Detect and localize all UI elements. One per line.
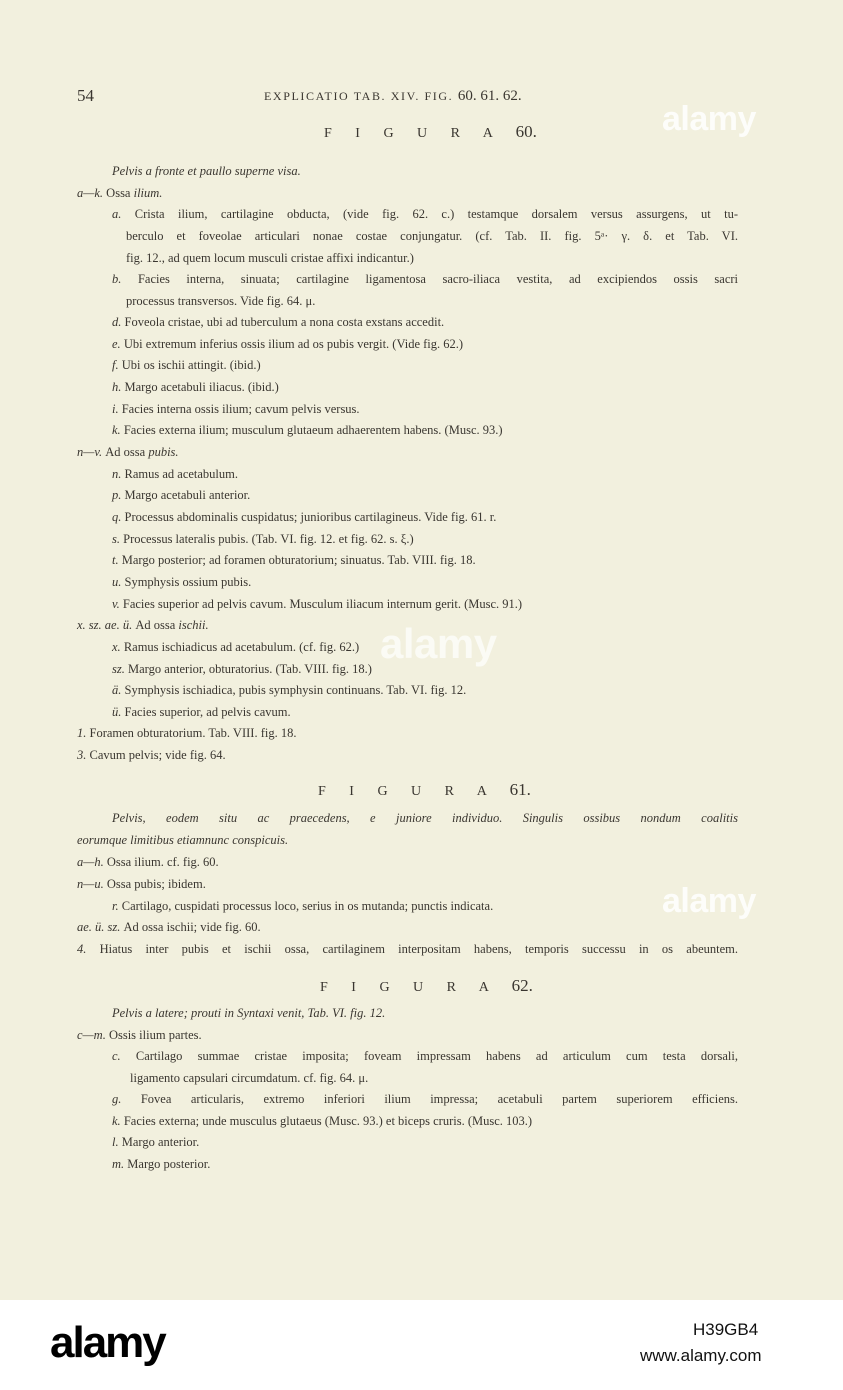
watermark-logo: alamy bbox=[380, 620, 497, 667]
legend-key: i. bbox=[112, 402, 122, 416]
legend-text: Ubi os ischii attingit. (ibid.) bbox=[121, 358, 261, 372]
legend-text: fig. 12., ad quem locum musculi cristae affixi indicantur.) bbox=[126, 251, 414, 265]
legend-text: Ossis ilium partes. bbox=[108, 1028, 202, 1042]
legend-text: Ad ossa ischii; vide fig. 60. bbox=[123, 920, 261, 934]
page-number: 54 bbox=[77, 86, 94, 105]
legend-text: Facies externa ilium; musculum glutaeum adhaerentem habens. (Musc. 93.) bbox=[123, 423, 503, 437]
watermark-logo: alamy bbox=[662, 882, 756, 920]
legend-line bbox=[112, 1114, 532, 1129]
legend-text: Processus lateralis pubis. (Tab. VI. fig. 12. et fig. 62. s. ξ.) bbox=[123, 532, 414, 546]
legend-key: q. bbox=[112, 510, 125, 524]
legend-text: Margo anterior. bbox=[121, 1135, 200, 1149]
legend-line bbox=[112, 1049, 738, 1064]
legend-text: Fovea articularis, extremo inferiori ilium impressa; acetabuli partem superiorem efficiens. bbox=[140, 1092, 738, 1106]
legend-key: p. bbox=[112, 488, 125, 502]
legend-line bbox=[112, 272, 738, 287]
fig61-caption-line2: eorumque limitibus etiamnunc conspicuis. bbox=[77, 833, 289, 847]
legend-line bbox=[112, 207, 738, 222]
legend-key: b. bbox=[112, 272, 138, 286]
legend-text: ligamento capsulari circumdatum. cf. fig. 64. μ. bbox=[130, 1071, 369, 1085]
legend-line bbox=[77, 748, 226, 763]
legend-text: Facies interna, sinuata; cartilagine ligamentosa sacro-iliaca vestita, ad excipiendos ossis sacri bbox=[137, 272, 739, 286]
legend-text: Facies superior ad pelvis cavum. Musculum iliacum internum gerit. (Musc. 91.) bbox=[122, 597, 523, 611]
legend-key: f. bbox=[112, 358, 122, 372]
legend-line bbox=[130, 1071, 368, 1086]
legend-line bbox=[112, 1092, 738, 1107]
legend-text: Ad ossa bbox=[105, 445, 149, 459]
legend-text: berculo et foveolae articulari nonae costae conjungatur. (cf. Tab. II. fig. 5ᵃ· γ. δ. et Tab. VI. bbox=[126, 229, 738, 243]
legend-key: k. bbox=[112, 423, 124, 437]
legend-line bbox=[126, 229, 738, 244]
legend-text: Facies externa; unde musculus glutaeus (Musc. 93.) et biceps cruris. (Musc. 103.) bbox=[123, 1114, 533, 1128]
legend-text: Ossa ilium. cf. fig. 60. bbox=[106, 855, 219, 869]
fig60-heading: F I G U R A 60. bbox=[324, 122, 537, 141]
legend-italic-term: pubis. bbox=[148, 445, 179, 459]
legend-key: a—h. bbox=[77, 855, 107, 869]
legend-key: l. bbox=[112, 1135, 122, 1149]
fig62-heading: F I G U R A 62. bbox=[320, 976, 533, 995]
legend-key: sz. bbox=[112, 662, 128, 676]
legend-italic-term: ilium. bbox=[133, 186, 163, 200]
legend-line bbox=[112, 683, 466, 698]
legend-text: Margo posterior; ad foramen obturatorium; sinuatus. Tab. VIII. fig. 18. bbox=[121, 553, 476, 567]
legend-line bbox=[77, 726, 296, 741]
legend-text: Facies interna ossis ilium; cavum pelvis versus. bbox=[121, 402, 360, 416]
legend-line bbox=[126, 294, 315, 309]
legend-text: Cavum pelvis; vide fig. 64. bbox=[89, 748, 226, 762]
legend-line bbox=[112, 337, 463, 352]
legend-text: Margo acetabuli anterior. bbox=[124, 488, 251, 502]
legend-line bbox=[112, 380, 279, 395]
legend-text: Crista ilium, cartilagine obducta, (vide fig. 62. c.) testamque dorsalem versus assurgens, ut tu- bbox=[134, 207, 738, 221]
watermark-logo: alamy bbox=[662, 100, 756, 138]
legend-key: n—v. bbox=[77, 445, 106, 459]
legend-text: Symphysis ischiadica, pubis symphysin continuans. Tab. VI. fig. 12. bbox=[124, 683, 467, 697]
legend-text: Ossa pubis; ibidem. bbox=[106, 877, 206, 891]
legend-text: Foveola cristae, ubi ad tuberculum a nona costa exstans accedit. bbox=[124, 315, 445, 329]
legend-key: 3. bbox=[77, 748, 90, 762]
legend-line bbox=[112, 488, 250, 503]
legend-text: Ramus ischiadicus ad acetabulum. (cf. fig. 62.) bbox=[123, 640, 360, 654]
legend-text: Facies superior, ad pelvis cavum. bbox=[124, 705, 291, 719]
legend-key: s. bbox=[112, 532, 124, 546]
legend-line bbox=[112, 1157, 210, 1172]
legend-line bbox=[112, 553, 476, 568]
legend-text: Margo acetabuli iliacus. (ibid.) bbox=[124, 380, 279, 394]
legend-key: n—u. bbox=[77, 877, 107, 891]
legend-key: h. bbox=[112, 380, 125, 394]
legend-key: e. bbox=[112, 337, 124, 351]
legend-text: Margo anterior, obturatorius. (Tab. VIII. fig. 18.) bbox=[127, 662, 372, 676]
legend-line bbox=[77, 186, 162, 201]
legend-text: processus transversos. Vide fig. 64. μ. bbox=[126, 294, 316, 308]
legend-key: g. bbox=[112, 1092, 141, 1106]
legend-line bbox=[77, 942, 738, 957]
legend-text: Hiatus inter pubis et ischii ossa, cartilaginem interpositam habens, temporis successu in os abeuntem. bbox=[99, 942, 738, 956]
legend-key: u. bbox=[112, 575, 125, 589]
legend-line bbox=[77, 445, 179, 460]
legend-key: ä. bbox=[112, 683, 125, 697]
image-id: H39GB4 bbox=[693, 1320, 759, 1339]
legend-italic-term: ischii. bbox=[178, 618, 209, 632]
legend-line bbox=[112, 640, 359, 655]
legend-line bbox=[112, 423, 503, 438]
legend-text: Ad ossa bbox=[135, 618, 179, 632]
running-head: EXPLICATIO TAB. XIV. FIG. 60. 61. 62. bbox=[264, 88, 522, 104]
stock-footer bbox=[0, 1300, 843, 1390]
legend-key: d. bbox=[112, 315, 125, 329]
legend-line bbox=[112, 402, 360, 417]
alamy-logo: alamy bbox=[50, 1318, 165, 1367]
legend-line bbox=[112, 467, 238, 482]
legend-key: r. bbox=[112, 899, 122, 913]
legend-text: Margo posterior. bbox=[127, 1157, 211, 1171]
legend-key: m. bbox=[112, 1157, 128, 1171]
legend-line bbox=[77, 618, 209, 633]
fig60-caption: Pelvis a fronte et paullo superne visa. bbox=[112, 164, 301, 178]
legend-text: Processus abdominalis cuspidatus; junioribus cartilagineus. Vide fig. 61. r. bbox=[124, 510, 497, 524]
legend-key: 1. bbox=[77, 726, 90, 740]
legend-key: x. bbox=[112, 640, 124, 654]
legend-text: Symphysis ossium pubis. bbox=[124, 575, 252, 589]
legend-line bbox=[77, 920, 261, 935]
legend-line bbox=[112, 899, 493, 914]
legend-line bbox=[112, 662, 372, 677]
legend-line bbox=[112, 510, 496, 525]
legend-line bbox=[77, 855, 219, 870]
legend-key: k. bbox=[112, 1114, 124, 1128]
legend-line bbox=[112, 575, 251, 590]
legend-key: n. bbox=[112, 467, 125, 481]
legend-line bbox=[112, 532, 414, 547]
legend-text: Cartilago, cuspidati processus loco, serius in os mutanda; punctis indicata. bbox=[121, 899, 494, 913]
legend-key: c—m. bbox=[77, 1028, 109, 1042]
fig61-heading: F I G U R A 61. bbox=[318, 780, 531, 799]
legend-key: 4. bbox=[77, 942, 100, 956]
fig62-caption: Pelvis a latere; prouti in Syntaxi venit, Tab. VI. fig. 12. bbox=[112, 1006, 386, 1020]
legend-line bbox=[77, 877, 206, 892]
legend-key: ae. ü. sz. bbox=[77, 920, 124, 934]
legend-line bbox=[112, 315, 444, 330]
legend-line bbox=[112, 705, 291, 720]
fig61-caption-line1: Pelvis, eodem situ ac praecedens, e juniore individuo. Singulis ossibus nondum coalitis bbox=[112, 811, 738, 825]
legend-text: Cartilago summae cristae imposita; foveam impressam habens ad articulum cum testa dorsali, bbox=[135, 1049, 738, 1063]
legend-line bbox=[126, 251, 414, 266]
legend-key: ü. bbox=[112, 705, 125, 719]
legend-key: a—k. bbox=[77, 186, 107, 200]
legend-key: t. bbox=[112, 553, 122, 567]
legend-text: Ramus ad acetabulum. bbox=[124, 467, 239, 481]
legend-line bbox=[112, 597, 522, 612]
legend-key: c. bbox=[112, 1049, 136, 1063]
legend-key: v. bbox=[112, 597, 123, 611]
legend-line bbox=[112, 358, 261, 373]
legend-line bbox=[112, 1135, 199, 1150]
legend-text: Foramen obturatorium. Tab. VIII. fig. 18. bbox=[89, 726, 297, 740]
legend-text: Ossa bbox=[106, 186, 134, 200]
legend-key: x. sz. ae. ü. bbox=[77, 618, 136, 632]
legend-key: a. bbox=[112, 207, 135, 221]
source-url: www.alamy.com bbox=[640, 1346, 762, 1365]
legend-text: Ubi extremum inferius ossis ilium ad os pubis vergit. (Vide fig. 62.) bbox=[123, 337, 464, 351]
legend-line bbox=[77, 1028, 202, 1043]
